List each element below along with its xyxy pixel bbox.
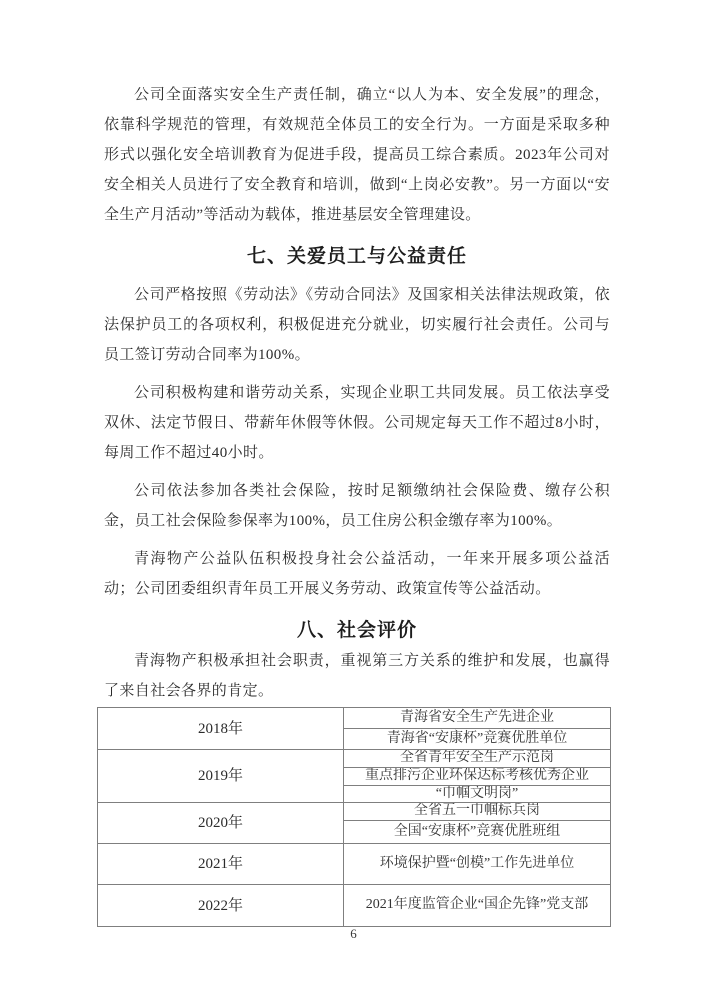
table-row [98,750,611,768]
award-cell: 全省五一巾帼标兵岗 [344,803,611,821]
paragraph-social-recognition: 青海物产积极承担社会职责，重视第三方关系的维护和发展，也赢得了来自社会各界的肯定。 [104,653,610,699]
section-eight-title: 八、社会评价 [296,620,417,641]
table-row [98,708,611,729]
award-cell: 青海省“安康杯”竞赛优胜单位 [344,729,611,750]
awards-table [97,707,611,927]
year-cell-2018: 2018年 [98,708,344,750]
paragraph-safety-production: 公司全面落实安全生产责任制，确立“以人为本、安全发展”的理念，依靠科学规范的管理，有效规范全体员工的安全行为。一方面是采取多种形式以强化安全培训教育为促进手段，提高员工综合素质。2023年公司对安全相关人员进行了安全教育和培训，做到“上岗必安教”。另一方面以“安全生产月活动”等活动为载体，推进基层安全管理建设。 [104,87,610,223]
table-row [98,844,611,885]
year-cell-2019: 2019年 [98,750,344,803]
paragraph-public-welfare: 青海物产公益队伍积极投身社会公益活动，一年来开展多项公益活动；公司团委组织青年员工开展义务劳动、政策宣传等公益活动。 [104,551,610,597]
table-row [98,885,611,927]
page-number: 6 [350,926,357,941]
paragraph-social-insurance: 公司依法参加各类社会保险，按时足额缴纳社会保险费、缴存公积金，员工社会保险参保率为100%，员工住房公积金缴存率为100%。 [104,483,610,529]
year-cell-2021: 2021年 [98,844,344,885]
year-cell-2022: 2022年 [98,885,344,927]
award-cell: 重点排污企业环保达标考核优秀企业 [344,767,611,785]
section-seven-title: 七、关爱员工与公益责任 [246,246,467,267]
award-cell: “巾帼文明岗” [344,785,611,803]
award-cell: 全省青年安全生产示范岗 [344,750,611,768]
year-cell-2020: 2020年 [98,803,344,844]
table-row [98,803,611,821]
paragraph-labor-law: 公司严格按照《劳动法》《劳动合同法》及国家相关法律法规政策，依法保护员工的各项权利，积极促进充分就业，切实履行社会责任。公司与员工签订劳动合同率为100%。 [104,287,610,363]
award-cell: 环境保护暨“创模”工作先进单位 [344,844,611,885]
award-cell: 青海省安全生产先进企业 [344,708,611,729]
award-cell: 全国“安康杯”竞赛优胜班组 [344,821,611,844]
paragraph-work-hours: 公司积极构建和谐劳动关系，实现企业职工共同发展。员工依法享受双休、法定节假日、带薪年休假等休假。公司规定每天工作不超过8小时，每周工作不超过40小时。 [104,385,610,461]
page-body [104,80,610,927]
award-cell: 2021年度监管企业“国企先锋”党支部 [344,885,611,927]
